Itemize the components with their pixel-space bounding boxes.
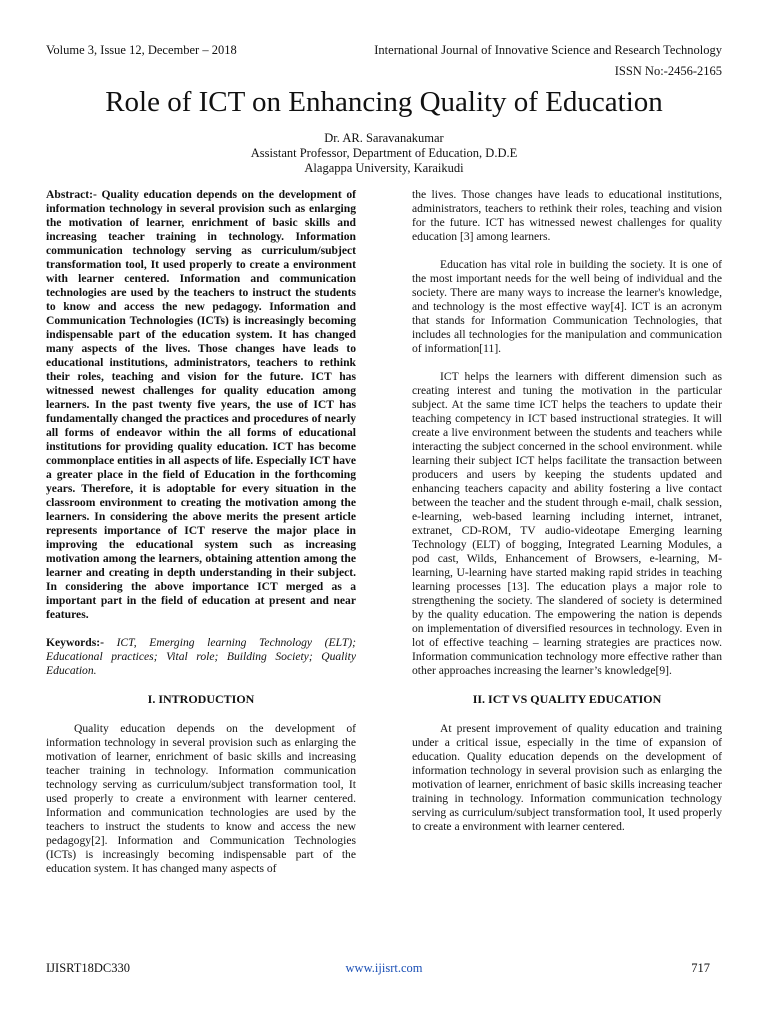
keywords-label: Keywords:- <box>46 636 104 649</box>
footer-code: IJISRT18DC330 <box>46 961 130 975</box>
author-block <box>0 131 768 176</box>
abstract-label: Abstract:- <box>46 188 97 201</box>
introduction-paragraph: Quality education depends on the development of information technology in several provision such as enlarging the motivation of learner, enrichment of basic skills and increasing teacher training in technology. Information communication technology serving as curriculum/subject transformation tool, It used properly to create a environment with learner centered. Information and communication technologies are used by the teachers to instruct the students to know and access the new pedagogy[2]. Information and Communication Technologies (ICTs) is increasingly becoming indispensable part of the education system. It has changed many aspects of <box>46 722 356 875</box>
paragraph-society: Education has vital role in building the society. It is one of the most important needs for the well being of individual and the society. There are many ways to increase the learner's knowledge, and technology is the most effective way[4]. ICT is an acronym that stands for Information Communication Technologies, that includes all technologies for the manipulation and communication of information[11]. <box>412 258 722 355</box>
left-column <box>46 188 356 890</box>
author-position: Assistant Professor, Department of Education, D.D.E <box>250 146 518 160</box>
keywords-text: ICT, Emerging learning Technology (ELT); Educational practices; Vital role; Building Society; Quality Education. <box>46 636 356 677</box>
paper-title: Role of ICT on Enhancing Quality of Education <box>105 86 663 118</box>
author-affiliation: Alagappa University, Karaikudi <box>304 161 464 175</box>
abstract <box>46 188 356 622</box>
abstract-text: Quality education depends on the development of information technology in several provision such as enlarging the motivation of learner, enrichment of basic skills and increasing teacher training in technology. Information communication technology serving as curriculum/subject transformation tool, It used properly to create a environment with learner centered. Information and communication technologies are used by the teachers to instruct the students to know and access the new pedagogy. Information and Communication Technologies (ICTs) is increasingly becoming indispensable part of the education system. It has changed many aspects of the lives. Those changes have leads to educational institutions, administrators, teachers to rethink their roles, teaching and vision for the future. ICT has witnessed newest challenges for quality education among learners. In the past twenty five years, the use of ICT has fundamentally changed the practices and procedures of nearly all forms of endeavor within the all forms of educational institutions for providing quality education. ICT has become commonplace entities in all aspects of life. Especially ICT have a greater place in the field of Education in the forthcoming years. Therefore, it is adoptable for every situation in the classroom environment to creating the motivation among the learners. In considering the above merits the present article represents importance of ICT reserve the major place in improving the educational system such as increasing motivation among the learners, obtaining attention among the learner and creating in depth understanding in their subject. In considering the above importance ICT merged as a important part in the field of education at present and near features. <box>46 188 356 621</box>
keywords <box>46 636 356 678</box>
section-heading-introduction: I. INTRODUCTION <box>147 692 255 706</box>
paragraph-ict-helps: ICT helps the learners with different dimension such as creating interest and tuning the motivation in the particular subject. At the same time ICT helps the teachers to update their teaching competency in ICT based instructional strategies. It will create a live environment between the students and teachers while interacting the subject concerned in the school environment. while learning their subject ICT helps facilitate the transaction between producers and users by keeping the students updated and enhancing teachers capacity and ability fostering a live contact between the teacher and the student through e-mail, chalk session, e-learning, web-based learning including internet, intranet, extranet, CD-ROM, TV audio-videotape Emerging learning Technology (ELT) of bogging, Integrated Learning Modules, a pod cast, Wilds, Enhancement of Browsers, e-learning, M-learning, U-learning have started making rapid strides in teaching learning processes [13]. The education plays a major role to strengthening the society. The slandered of society is determined by the quality education. The empowering the nation is depends on implementation of diversified resources in technology. Even in lot of effective teaching – learning strategies are practices now. Information communication technology more effective rather than other approaches increasing the learner’s knowledge[9]. <box>412 370 722 677</box>
page-number: 717 <box>691 961 710 975</box>
paragraph-quality-education: At present improvement of quality education and training under a critical issue, especially in the time of expansion of education. Quality education depends on the development of information technology in several provision such as enlarging the motivation of learner, enrichment of basic skills increasing teacher training in technology. Information communication technology serving as curriculum/subject transformation tool, It used properly to create a environment with learner centered. <box>412 722 722 833</box>
issn: ISSN No:-2456-2165 <box>614 64 722 78</box>
paragraph-continued: the lives. Those changes have leads to educational institutions, administrators, teachers to rethink their roles, teaching and vision for the future. ICT has witnessed newest challenges for quality education [3] among learners. <box>412 188 722 243</box>
journal-name: International Journal of Innovative Science and Research Technology <box>374 43 722 57</box>
author-name: Dr. AR. Saravanakumar <box>324 131 444 145</box>
footer-url[interactable]: www.ijisrt.com <box>345 961 423 975</box>
volume-issue: Volume 3, Issue 12, December – 2018 <box>46 43 237 57</box>
section-heading-ict-vs-quality: II. ICT VS QUALITY EDUCATION <box>472 692 662 706</box>
right-column <box>412 188 722 848</box>
